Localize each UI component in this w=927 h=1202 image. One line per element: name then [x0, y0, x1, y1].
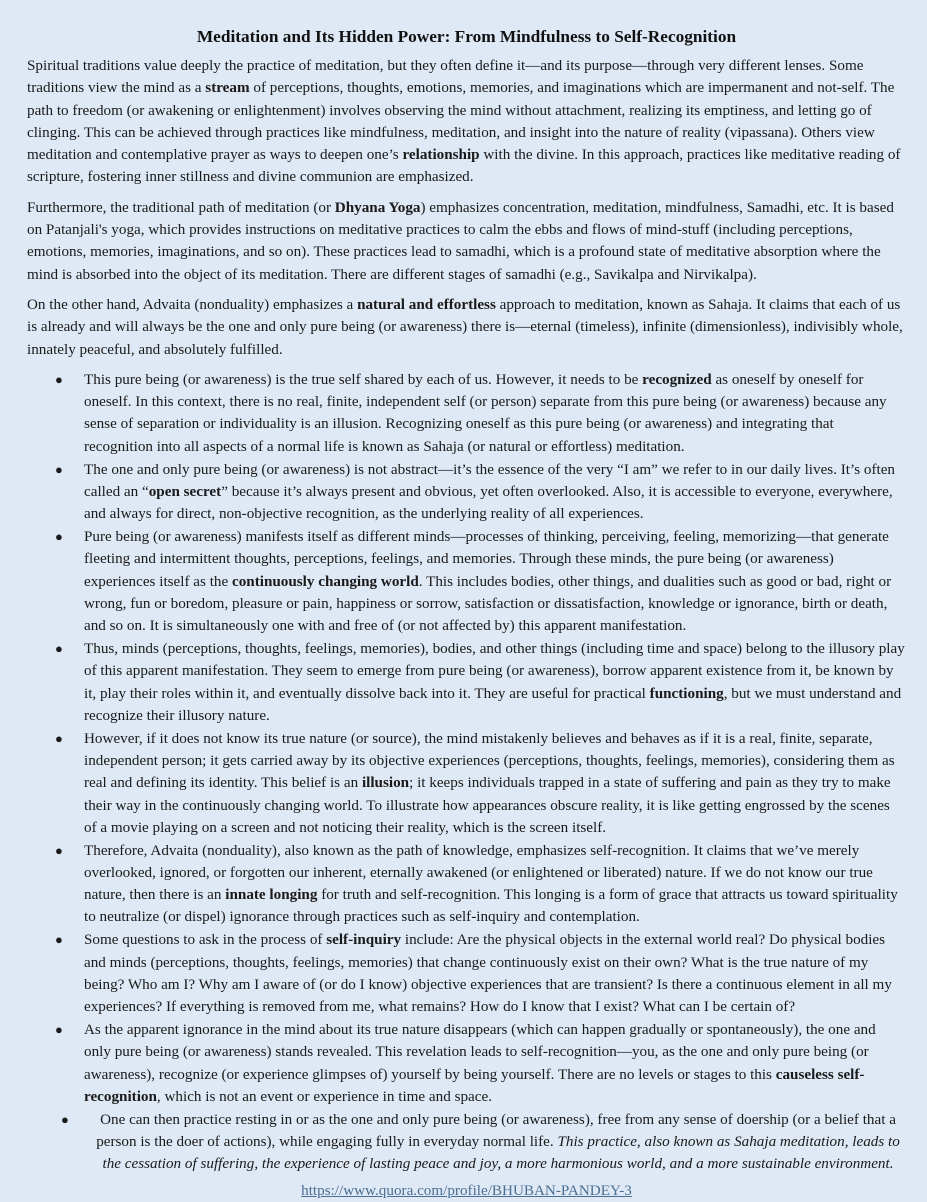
text-run: Therefore, Advaita (nonduality), also known as the path of knowledge, emphasizes self-recognition. It claims that we’ve merely overlooked, ignored, or forgotten our inherent, eternally awakened (or enlightened or liberated) nature. If we do not know our true nature, then there is an	[84, 841, 873, 904]
list-item	[27, 728, 906, 839]
bold-text: illusion	[361, 774, 410, 792]
bullet-icon: ●	[61, 1111, 69, 1127]
list-item-text	[84, 461, 895, 523]
profile-link[interactable]: https://www.quora.com/profile/BHUBAN-PANDEY-3	[301, 1181, 632, 1199]
text-run: As the apparent ignorance in the mind about its true nature disappears (which can happen gradually or spontaneously), the one and only pure being (or awareness) stands revealed. This revelation leads to self-recognition—you, as the one and only pure being (or awareness), recognize (or experience glimpses of) yourself by being yourself. There are no levels or stages to this	[84, 1020, 876, 1083]
list-item-text	[84, 842, 898, 926]
text-run: of perceptions, thoughts, emotions, memories, and imaginations which are impermanent and not-self. The path to freedom (or awakening or enlightenment) involves observing the mind without attachment, realizing its emptiness, and letting go of clinging. This can be achieved through practices like mindfulness, meditation, and insight into the nature of reality (vipassana). Others view meditation and contemplative prayer as ways to deepen one’s	[27, 79, 895, 164]
bold-text: recognized	[642, 370, 712, 388]
text-run: Some questions to ask in the process of	[84, 931, 327, 949]
bullet-icon: ●	[55, 461, 63, 477]
list-item-text	[96, 1111, 900, 1173]
bullet-icon: ●	[55, 640, 63, 656]
text-run: approach to meditation, known as Sahaja. It claims that each of us is already and will always be the one and only pure being (or awareness) there is—eternal (timeless), infinite (dimensionless), indivisibly whole, innately peaceful, and absolutely fulfilled.	[27, 295, 903, 358]
text-run: include: Are the physical objects in the external world real? Do physical bodies and minds (perceptions, thoughts, feelings, memories) that change continuously exist on their own? What is the true nature of my being? Who am I? Why am I aware of (or do I know) objective experiences that are transient? Is there a continuous element in all my experiences? If everything is removed from me, what remains? How do I know that I exist? What can I be certain of?	[84, 931, 892, 1016]
text-run: , which is not an event or experience in time and space.	[156, 1087, 492, 1105]
list-item-text	[84, 371, 887, 455]
text-run: ” because it’s always present and obvious, yet often overlooked. Also, it is accessible to everyone, everywhere, and always for direct, non-objective recognition, as the underlying reality of all experiences.	[84, 482, 893, 523]
list-item	[27, 929, 906, 1018]
text-run: Spiritual traditions value deeply the practice of meditation, but they often define it—and its purpose—through very different lenses. Some traditions view the mind as a	[27, 57, 864, 97]
list-item-text	[84, 528, 891, 634]
list-item-text	[84, 1021, 876, 1105]
bold-text: open secret	[148, 482, 222, 500]
list-item-text	[84, 730, 895, 836]
list-item-text	[84, 640, 905, 724]
text-run: The one and only pure being (or awareness) is not abstract—it’s the essence of the very “I am” we refer to in our daily lives. It’s often called an “	[84, 460, 896, 500]
bullet-icon: ●	[55, 842, 63, 858]
text-run: Thus, minds (perceptions, thoughts, feelings, memories), bodies, and other things (including time and space) belong to the illusory play of this apparent manifestation. They seem to emerge from pure being (or awareness), borrow apparent existence from it, be known by it, play their roles within it, and eventually dissolve back into it. They are useful for practical	[84, 639, 905, 702]
bullet-icon: ●	[55, 371, 63, 387]
list-item-text	[84, 931, 892, 1015]
bullet-icon: ●	[55, 932, 63, 948]
document-title: Meditation and Its Hidden Power: From Mindfulness to Self-Recognition	[196, 27, 737, 46]
text-run: One can then practice resting in or as the one and only pure being (or awareness), free from any sense of doership (or a belief that a person is the doer of actions), while engaging fully in everyday normal life.	[96, 1110, 896, 1150]
list-item	[27, 840, 906, 929]
bold-text: relationship	[402, 146, 480, 164]
list-item-final	[27, 1109, 906, 1176]
text-run: with the divine. In this approach, practices like meditative reading of scripture, fostering inner stillness and divine communion are emphasized.	[27, 146, 901, 186]
bullet-list	[27, 369, 906, 1176]
text-run: . This includes bodies, other things, and dualities such as good or bad, right or wrong, fun or boredom, pleasure or pain, happiness or sorrow, satisfaction or dissatisfaction, knowledge or ignorance, birth or death, and so on. It is simultaneously one with and free of (or not affected by) this apparent manifestation.	[84, 572, 892, 635]
text-run: as oneself by oneself for oneself. In this context, there is no real, finite, independent self (or person) separate from this pure being (or awareness) because any sense of separation or individuality is an illusion. Recognizing oneself as this pure being (or awareness) and integrating that recognition into all aspects of a normal life is known as Sahaja (or natural or effortless) meditation.	[84, 370, 887, 455]
bold-text: self-inquiry	[326, 931, 402, 949]
text-run: , but we must understand and recognize their illusory nature.	[84, 684, 902, 724]
text-run: for truth and self-recognition. This longing is a form of grace that attracts us toward spirituality to neutralize (or dispel) ignorance through practices such as self-inquiry and contemplation.	[84, 886, 898, 926]
paragraph	[27, 294, 906, 361]
text-run: However, if it does not know its true nature (or source), the mind mistakenly believes and behaves as if it is a real, finite, separate, independent person; it gets carried away by its objective experiences (perceptions, thoughts, feelings, memories), considering them as real and defining its identity. This belief is an	[84, 729, 895, 792]
text-run: This pure being (or awareness) is the true self shared by each of us. However, it needs to be	[84, 370, 643, 388]
text-run: On the other hand, Advaita (nonduality) emphasizes a	[27, 295, 358, 313]
list-item	[27, 526, 906, 637]
paragraph	[27, 197, 906, 286]
bullet-icon: ●	[55, 730, 63, 746]
bullet-icon: ●	[55, 1021, 63, 1037]
text-run: ) emphasizes concentration, meditation, mindfulness, Samadhi, etc. It is based on Patanjali's yoga, which provides instructions on meditative practices to calm the ebbs and flows of mind-stuff (including perceptions, emotions, memories, imaginations, and so on). These practices lead to samadhi, which is a profound state of meditative absorption where the mind is absorbed into the object of its meditation. There are different stages of samadhi (e.g., Savikalpa and Nirvikalpa).	[27, 198, 894, 283]
italic-text: This practice, also known as Sahaja meditation, leads to the cessation of suffering, the experience of lasting peace and joy, a more harmonious world, and a more sustainable environment.	[102, 1132, 900, 1173]
bold-text: innate longing	[225, 886, 318, 904]
bold-text: Dhyana Yoga	[334, 198, 421, 216]
text-run: Pure being (or awareness) manifests itself as different minds—processes of thinking, perceiving, feeling, memorizing—that generate fleeting and intermittent thoughts, perceptions, feelings, and memories. Through these minds, the pure being (or awareness) experiences itself as the	[84, 527, 889, 590]
bold-text: causeless self-recognition	[84, 1065, 865, 1105]
text-run: Furthermore, the traditional path of meditation (or	[27, 198, 335, 216]
list-item	[27, 459, 906, 526]
bold-text: stream	[205, 79, 250, 97]
profile-link-row	[27, 1180, 906, 1202]
paragraph	[27, 55, 906, 189]
bold-text: natural and effortless	[357, 295, 496, 313]
list-item	[27, 1019, 906, 1108]
bullet-icon: ●	[55, 528, 63, 544]
text-run: ; it keeps individuals trapped in a state of suffering and pain as they try to make their way in the continuously changing world. To illustrate how appearances obscure reality, it is like getting engrossed by the scenes of a movie playing on a screen and not noticing their reality, which is the screen itself.	[84, 774, 891, 836]
bold-text: continuously changing world	[231, 572, 419, 590]
list-item	[27, 638, 906, 727]
list-item	[27, 369, 906, 458]
bold-text: functioning	[649, 684, 724, 702]
